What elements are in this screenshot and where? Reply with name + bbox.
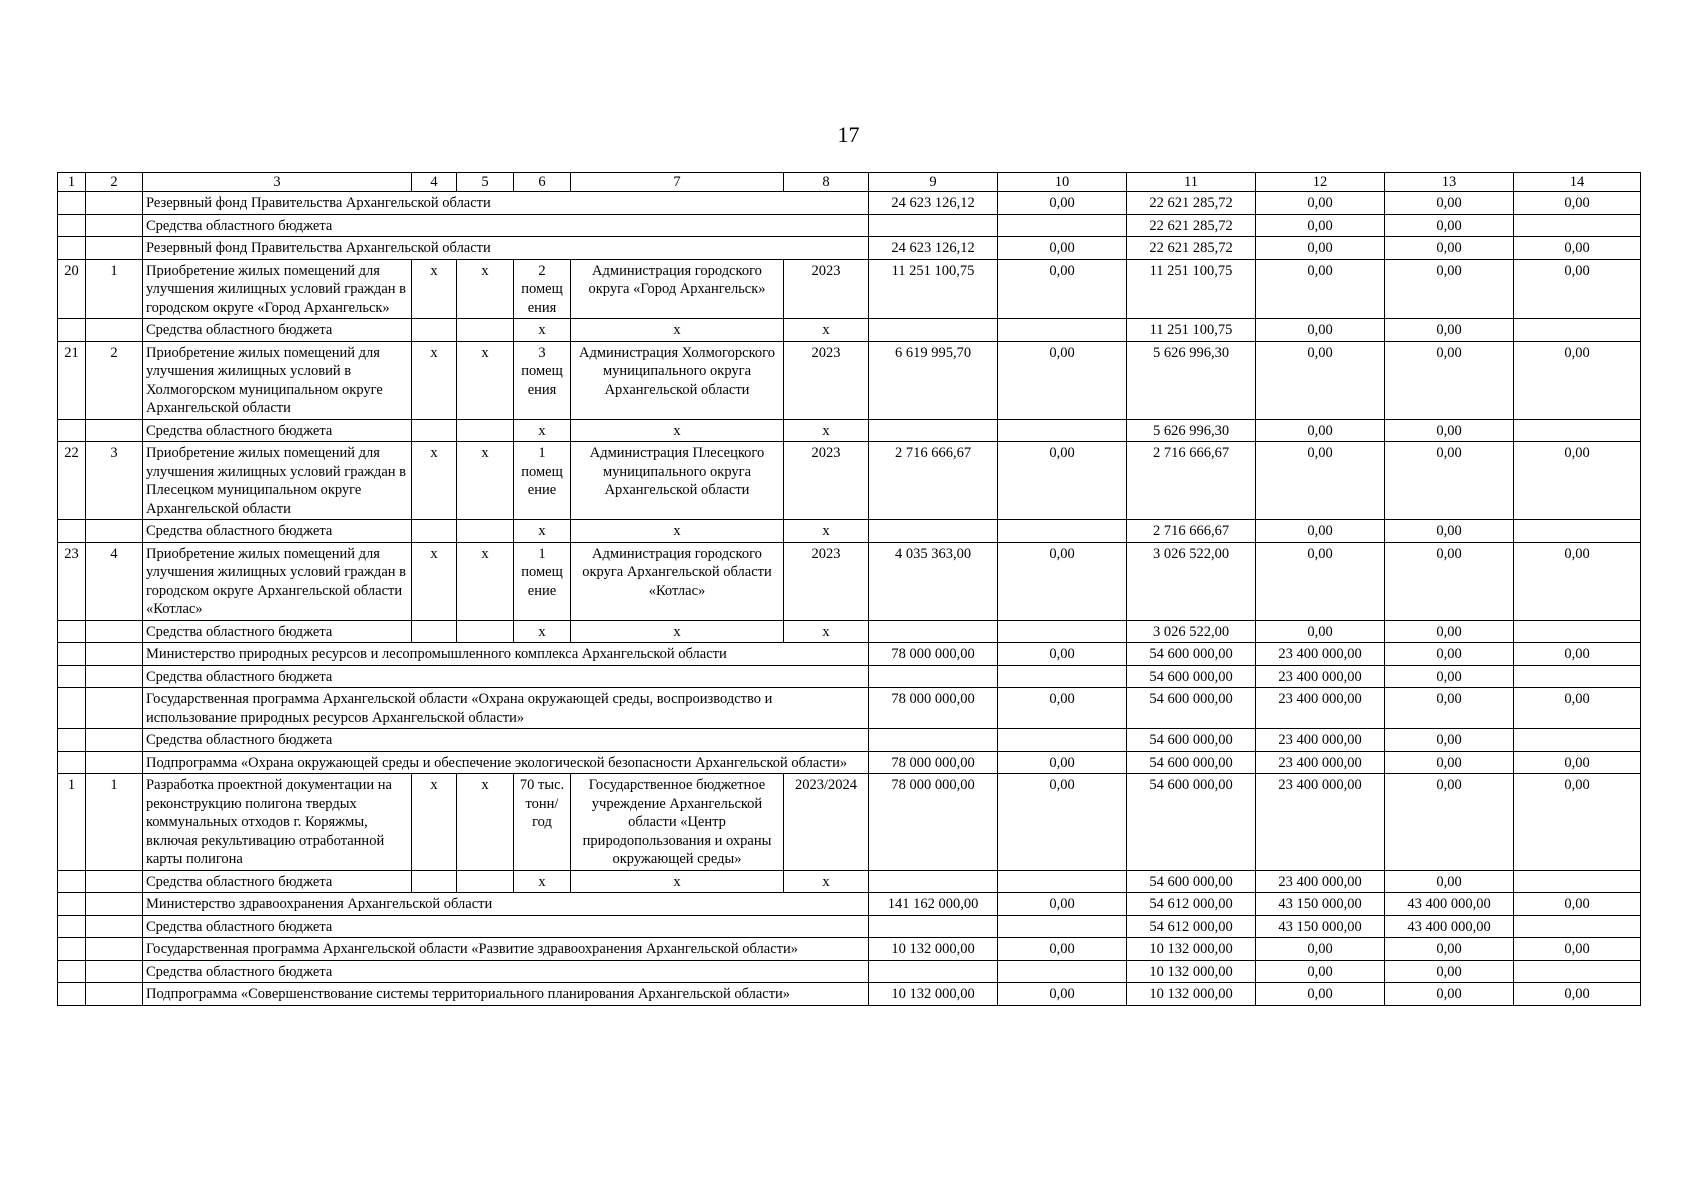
empty-cell [86,688,143,729]
table-row-summary [58,237,1641,260]
amount-col-11: 10 132 000,00 [1127,960,1256,983]
amount-col-12: 0,00 [1256,319,1385,342]
amount-col-10: 0,00 [998,688,1127,729]
empty-cell [412,520,457,543]
amount-col-13: 0,00 [1385,729,1514,752]
empty-cell [58,983,86,1006]
amount-col-12: 0,00 [1256,620,1385,643]
amount-col-12: 23 400 000,00 [1256,774,1385,871]
amount-col-14 [1514,620,1641,643]
col-5-value: x [457,774,514,871]
amount-col-10: 0,00 [998,774,1127,871]
table-row-funding-source [58,319,1641,342]
amount-col-10: 0,00 [998,643,1127,666]
amount-col-13: 0,00 [1385,751,1514,774]
empty-cell [58,520,86,543]
total-amount: 4 035 363,00 [869,542,998,620]
empty-cell [86,419,143,442]
empty-cell [86,960,143,983]
amount-col-12: 23 400 000,00 [1256,665,1385,688]
row-label: Государственная программа Архангельской области «Развитие здравоохранения Архангельской области» [143,938,869,961]
responsible-organization: Администрация городского округа Архангельской области «Котлас» [571,542,784,620]
amount-col-13: 0,00 [1385,259,1514,319]
item-name: Приобретение жилых помещений для улучшения жилищных условий в Холмогорском муниципальном округе Архангельской области [143,341,412,419]
empty-cell [86,983,143,1006]
table-row-funding-source [58,620,1641,643]
item-name: Приобретение жилых помещений для улучшения жилищных условий граждан в городском округе Архангельской области «Котлас» [143,542,412,620]
empty-cell [58,214,86,237]
col-6-value: x [514,520,571,543]
row-label: Резервный фонд Правительства Архангельской области [143,192,869,215]
empty-cell [412,319,457,342]
amount-col-10 [998,915,1127,938]
total-amount: 6 619 995,70 [869,341,998,419]
amount-col-10: 0,00 [998,938,1127,961]
amount-col-12: 0,00 [1256,938,1385,961]
amount-col-13: 0,00 [1385,688,1514,729]
empty-cell [86,192,143,215]
amount-col-12: 0,00 [1256,442,1385,520]
empty-cell [58,729,86,752]
amount-col-11: 54 612 000,00 [1127,893,1256,916]
table-row-item [58,442,1641,520]
table-body [58,173,1641,1006]
amount-col-12: 0,00 [1256,214,1385,237]
amount-col-11: 5 626 996,30 [1127,341,1256,419]
amount-col-13: 0,00 [1385,319,1514,342]
capacity: 3 помещ ения [514,341,571,419]
table-row-funding-source [58,870,1641,893]
total-amount [869,319,998,342]
empty-cell [412,419,457,442]
total-amount: 78 000 000,00 [869,774,998,871]
row-label: Министерство здравоохранения Архангельской области [143,893,869,916]
column-number-11: 11 [1127,173,1256,192]
empty-cell [86,620,143,643]
column-number-2: 2 [86,173,143,192]
empty-cell [86,938,143,961]
empty-cell [58,915,86,938]
row-number: 21 [58,341,86,419]
amount-col-14 [1514,520,1641,543]
amount-col-10 [998,419,1127,442]
amount-col-10: 0,00 [998,893,1127,916]
amount-col-11: 5 626 996,30 [1127,419,1256,442]
year: 2023 [784,542,869,620]
capacity: 1 помещ ение [514,542,571,620]
col-4-value: x [412,341,457,419]
table-row-summary [58,214,1641,237]
amount-col-10 [998,870,1127,893]
empty-cell [58,938,86,961]
funding-source-label: Средства областного бюджета [143,419,412,442]
table-row-summary [58,665,1641,688]
capacity: 70 тыс. тонн/ год [514,774,571,871]
total-amount [869,620,998,643]
amount-col-10 [998,319,1127,342]
col-6-value: x [514,870,571,893]
year: 2023 [784,259,869,319]
amount-col-14 [1514,214,1641,237]
amount-col-12: 0,00 [1256,237,1385,260]
amount-col-11: 3 026 522,00 [1127,542,1256,620]
row-subnumber: 4 [86,542,143,620]
empty-cell [412,620,457,643]
column-number-4: 4 [412,173,457,192]
amount-col-14 [1514,665,1641,688]
amount-col-12: 43 150 000,00 [1256,915,1385,938]
empty-cell [58,192,86,215]
column-number-3: 3 [143,173,412,192]
amount-col-11: 54 600 000,00 [1127,729,1256,752]
empty-cell [86,214,143,237]
table-row-funding-source [58,520,1641,543]
amount-col-14: 0,00 [1514,983,1641,1006]
table-row-summary [58,751,1641,774]
column-number-12: 12 [1256,173,1385,192]
amount-col-14: 0,00 [1514,192,1641,215]
table-row-summary [58,938,1641,961]
amount-col-13: 0,00 [1385,442,1514,520]
table-row-item [58,259,1641,319]
col-5-value: x [457,341,514,419]
empty-cell [86,751,143,774]
total-amount [869,419,998,442]
total-amount: 141 162 000,00 [869,893,998,916]
total-amount: 10 132 000,00 [869,938,998,961]
row-number: 23 [58,542,86,620]
amount-col-14: 0,00 [1514,341,1641,419]
amount-col-13: 0,00 [1385,870,1514,893]
amount-col-11: 11 251 100,75 [1127,259,1256,319]
column-number-10: 10 [998,173,1127,192]
empty-cell [58,751,86,774]
empty-cell [412,870,457,893]
row-label: Подпрограмма «Совершенствование системы территориального планирования Архангельской области» [143,983,869,1006]
column-number-1: 1 [58,173,86,192]
column-number-7: 7 [571,173,784,192]
col-4-value: x [412,774,457,871]
amount-col-10: 0,00 [998,237,1127,260]
empty-cell [86,915,143,938]
amount-col-13: 0,00 [1385,214,1514,237]
empty-cell [86,643,143,666]
amount-col-11: 22 621 285,72 [1127,237,1256,260]
empty-cell [58,643,86,666]
row-label: Резервный фонд Правительства Архангельской области [143,237,869,260]
funding-source-label: Средства областного бюджета [143,870,412,893]
amount-col-10: 0,00 [998,751,1127,774]
total-amount: 78 000 000,00 [869,751,998,774]
responsible-organization: Администрация Плесецкого муниципального округа Архангельской области [571,442,784,520]
amount-col-10 [998,665,1127,688]
amount-col-11: 22 621 285,72 [1127,192,1256,215]
amount-col-14: 0,00 [1514,542,1641,620]
amount-col-11: 22 621 285,72 [1127,214,1256,237]
total-amount: 24 623 126,12 [869,237,998,260]
responsible-organization: Государственное бюджетное учреждение Архангельской области «Центр природопользования и охраны окружающей среды» [571,774,784,871]
amount-col-13: 43 400 000,00 [1385,893,1514,916]
col-5-value: x [457,442,514,520]
amount-col-13: 0,00 [1385,620,1514,643]
total-amount [869,214,998,237]
table-row-summary [58,983,1641,1006]
amount-col-14 [1514,319,1641,342]
table-row-summary [58,688,1641,729]
capacity: 1 помещ ение [514,442,571,520]
row-label: Средства областного бюджета [143,915,869,938]
amount-col-12: 0,00 [1256,960,1385,983]
funding-source-label: Средства областного бюджета [143,520,412,543]
amount-col-12: 23 400 000,00 [1256,688,1385,729]
row-label: Министерство природных ресурсов и лесопромышленного комплекса Архангельской области [143,643,869,666]
table-row-item [58,341,1641,419]
amount-col-10 [998,620,1127,643]
amount-col-11: 54 600 000,00 [1127,665,1256,688]
empty-cell [457,620,514,643]
amount-col-14: 0,00 [1514,237,1641,260]
amount-col-10: 0,00 [998,192,1127,215]
amount-col-11: 54 600 000,00 [1127,870,1256,893]
col-5-value: x [457,542,514,620]
amount-col-12: 43 150 000,00 [1256,893,1385,916]
amount-col-13: 0,00 [1385,983,1514,1006]
col-4-value: x [412,542,457,620]
empty-cell [86,870,143,893]
col-7-value: x [571,870,784,893]
col-8-value: x [784,319,869,342]
amount-col-14 [1514,960,1641,983]
amount-col-12: 0,00 [1256,192,1385,215]
amount-col-11: 10 132 000,00 [1127,938,1256,961]
table-row-summary [58,643,1641,666]
total-amount: 2 716 666,67 [869,442,998,520]
amount-col-12: 0,00 [1256,259,1385,319]
amount-col-12: 0,00 [1256,341,1385,419]
table-row-item [58,774,1641,871]
table-row-summary [58,893,1641,916]
amount-col-12: 0,00 [1256,419,1385,442]
col-8-value: x [784,520,869,543]
amount-col-12: 23 400 000,00 [1256,643,1385,666]
total-amount: 78 000 000,00 [869,643,998,666]
total-amount [869,960,998,983]
amount-col-11: 2 716 666,67 [1127,520,1256,543]
amount-col-13: 0,00 [1385,520,1514,543]
table-row-summary [58,915,1641,938]
amount-col-14: 0,00 [1514,774,1641,871]
page-number: 17 [837,122,860,147]
col-7-value: x [571,520,784,543]
col-5-value: x [457,259,514,319]
amount-col-12: 0,00 [1256,520,1385,543]
amount-col-12: 23 400 000,00 [1256,751,1385,774]
row-label: Государственная программа Архангельской области «Охрана окружающей среды, воспроизводство и использование природных ресурсов Архангельской области» [143,688,869,729]
table-row-summary [58,729,1641,752]
amount-col-10: 0,00 [998,983,1127,1006]
empty-cell [58,237,86,260]
col-6-value: x [514,419,571,442]
amount-col-14 [1514,915,1641,938]
amount-col-13: 0,00 [1385,419,1514,442]
amount-col-11: 11 251 100,75 [1127,319,1256,342]
amount-col-13: 0,00 [1385,960,1514,983]
amount-col-14 [1514,870,1641,893]
responsible-organization: Администрация городского округа «Город Архангельск» [571,259,784,319]
total-amount: 24 623 126,12 [869,192,998,215]
amount-col-13: 0,00 [1385,665,1514,688]
table-row-item [58,542,1641,620]
empty-cell [457,520,514,543]
empty-cell [457,419,514,442]
row-subnumber: 3 [86,442,143,520]
amount-col-12: 23 400 000,00 [1256,729,1385,752]
empty-cell [86,520,143,543]
table-row-summary [58,960,1641,983]
amount-col-11: 3 026 522,00 [1127,620,1256,643]
amount-col-14: 0,00 [1514,893,1641,916]
amount-col-14: 0,00 [1514,751,1641,774]
amount-col-14: 0,00 [1514,688,1641,729]
amount-col-13: 0,00 [1385,774,1514,871]
amount-col-12: 23 400 000,00 [1256,870,1385,893]
row-subnumber: 1 [86,259,143,319]
amount-col-14: 0,00 [1514,259,1641,319]
amount-col-14 [1514,419,1641,442]
amount-col-10 [998,729,1127,752]
amount-col-11: 54 600 000,00 [1127,751,1256,774]
empty-cell [86,665,143,688]
total-amount [869,665,998,688]
column-number-13: 13 [1385,173,1514,192]
total-amount [869,915,998,938]
year: 2023/2024 [784,774,869,871]
amount-col-11: 54 600 000,00 [1127,688,1256,729]
table-row-funding-source [58,419,1641,442]
empty-cell [58,960,86,983]
amount-col-11: 54 612 000,00 [1127,915,1256,938]
amount-col-10 [998,520,1127,543]
total-amount: 10 132 000,00 [869,983,998,1006]
amount-col-10 [998,214,1127,237]
amount-col-13: 0,00 [1385,643,1514,666]
amount-col-10 [998,960,1127,983]
row-label: Средства областного бюджета [143,729,869,752]
amount-col-14: 0,00 [1514,643,1641,666]
amount-col-10: 0,00 [998,442,1127,520]
amount-col-11: 54 600 000,00 [1127,643,1256,666]
row-number: 20 [58,259,86,319]
amount-col-14 [1514,729,1641,752]
total-amount [869,870,998,893]
row-subnumber: 1 [86,774,143,871]
empty-cell [86,893,143,916]
total-amount: 11 251 100,75 [869,259,998,319]
item-name: Разработка проектной документации на реконструкцию полигона твердых коммунальных отходов г. Коряжмы, включая рекультивацию отработанной карты полигона [143,774,412,871]
funding-source-label: Средства областного бюджета [143,319,412,342]
table-row-summary [58,192,1641,215]
col-7-value: x [571,419,784,442]
col-6-value: x [514,319,571,342]
amount-col-13: 43 400 000,00 [1385,915,1514,938]
empty-cell [58,893,86,916]
year: 2023 [784,442,869,520]
amount-col-14: 0,00 [1514,938,1641,961]
column-number-8: 8 [784,173,869,192]
column-number-6: 6 [514,173,571,192]
amount-col-10: 0,00 [998,542,1127,620]
total-amount [869,520,998,543]
amount-col-13: 0,00 [1385,237,1514,260]
empty-cell [58,319,86,342]
amount-col-11: 2 716 666,67 [1127,442,1256,520]
item-name: Приобретение жилых помещений для улучшения жилищных условий граждан в городском округе «Город Архангельск» [143,259,412,319]
amount-col-11: 54 600 000,00 [1127,774,1256,871]
col-4-value: x [412,442,457,520]
amount-col-13: 0,00 [1385,192,1514,215]
amount-col-12: 0,00 [1256,542,1385,620]
row-number: 22 [58,442,86,520]
total-amount: 78 000 000,00 [869,688,998,729]
row-subnumber: 2 [86,341,143,419]
empty-cell [86,319,143,342]
responsible-organization: Администрация Холмогорского муниципального округа Архангельской области [571,341,784,419]
empty-cell [457,319,514,342]
row-label: Подпрограмма «Охрана окружающей среды и обеспечение экологической безопасности Архангельской области» [143,751,869,774]
col-4-value: x [412,259,457,319]
row-label: Средства областного бюджета [143,960,869,983]
empty-cell [58,419,86,442]
empty-cell [58,870,86,893]
amount-col-10: 0,00 [998,341,1127,419]
amount-col-13: 0,00 [1385,542,1514,620]
amount-col-11: 10 132 000,00 [1127,983,1256,1006]
empty-cell [457,870,514,893]
amount-col-13: 0,00 [1385,341,1514,419]
col-6-value: x [514,620,571,643]
row-number: 1 [58,774,86,871]
budget-table [57,172,1641,1006]
amount-col-14: 0,00 [1514,442,1641,520]
funding-source-label: Средства областного бюджета [143,620,412,643]
total-amount [869,729,998,752]
col-8-value: x [784,419,869,442]
column-number-header [58,173,1641,192]
col-8-value: x [784,870,869,893]
row-label: Средства областного бюджета [143,214,869,237]
column-number-9: 9 [869,173,998,192]
amount-col-13: 0,00 [1385,938,1514,961]
year: 2023 [784,341,869,419]
empty-cell [86,237,143,260]
column-number-5: 5 [457,173,514,192]
row-label: Средства областного бюджета [143,665,869,688]
empty-cell [58,688,86,729]
empty-cell [58,620,86,643]
item-name: Приобретение жилых помещений для улучшения жилищных условий граждан в Плесецком муниципальном округе Архангельской области [143,442,412,520]
empty-cell [86,729,143,752]
capacity: 2 помещ ения [514,259,571,319]
column-number-14: 14 [1514,173,1641,192]
col-8-value: x [784,620,869,643]
empty-cell [58,665,86,688]
amount-col-10: 0,00 [998,259,1127,319]
col-7-value: x [571,319,784,342]
amount-col-12: 0,00 [1256,983,1385,1006]
col-7-value: x [571,620,784,643]
